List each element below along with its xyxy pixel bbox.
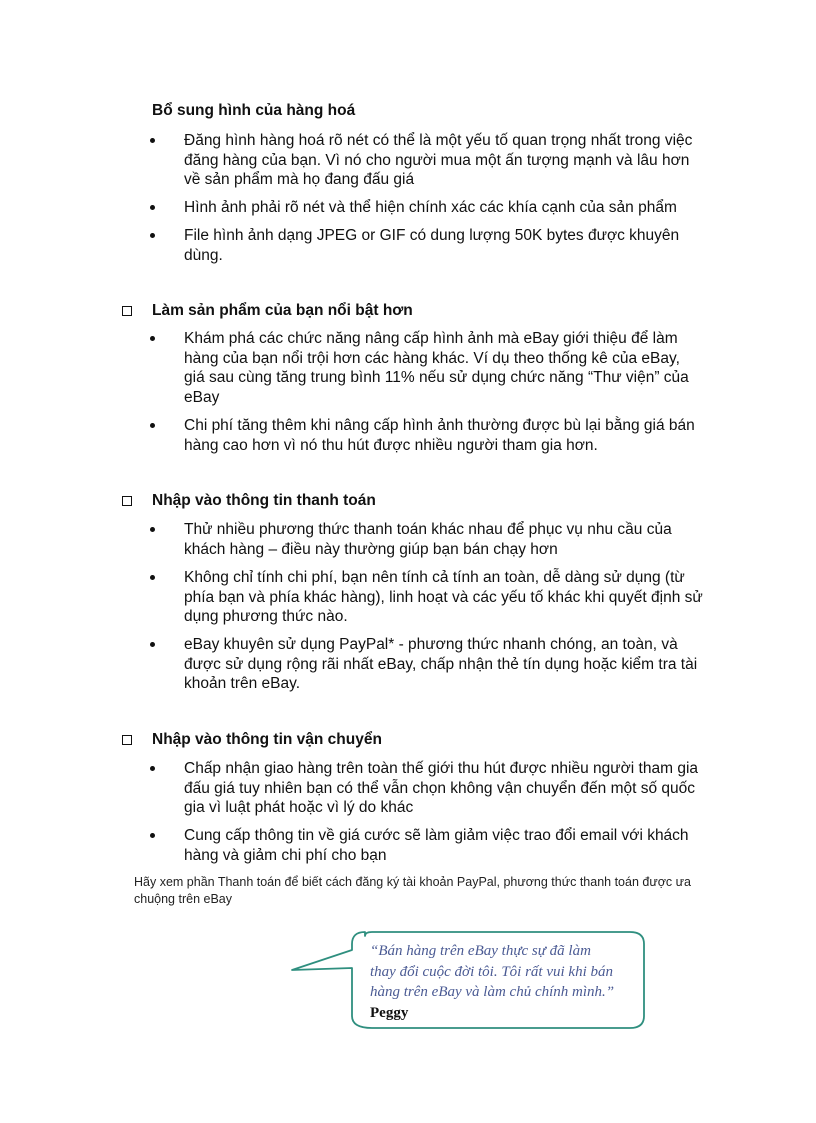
bullet-text: Cung cấp thông tin về giá cước sẽ làm giảm việc trao đổi email với khách hàng và giảm chi phí cho bạn: [184, 827, 689, 864]
checkbox-icon: [122, 306, 132, 316]
section-title: Làm sản phẩm của bạn nổi bật hơn: [152, 302, 413, 319]
footnote: Hãy xem phần Thanh toán để biết cách đăng ký tài khoản PayPal, phương thức thanh toán được ưa chuộng trên eBay: [134, 875, 691, 906]
checkbox-icon: [122, 735, 132, 745]
bullet-text: Chấp nhận giao hàng trên toàn thế giới thu hút được nhiều người tham gia đấu giá tuy nhiên bạn có thể vẫn chọn không vận chuyển đến một số quốc gia vì luật phát hoặc vì lý do khác: [184, 760, 699, 816]
section-title: Bổ sung hình của hàng hoá: [152, 102, 356, 119]
checkbox-icon: [122, 496, 132, 506]
bullet-text: Thử nhiều phương thức thanh toán khác nhau để phục vụ nhu cầu của khách hàng – điều này thường giúp bạn bán chạy hơn: [184, 521, 672, 558]
section-title: Nhập vào thông tin thanh toán: [152, 492, 376, 509]
bullet-text: eBay khuyên sử dụng PayPal* - phương thức nhanh chóng, an toàn, và được sử dụng rộng rãi nhất eBay, chấp nhận thẻ tín dụng hoặc kiểm tra tài khoản trên eBay.: [184, 636, 698, 692]
bullet-icon: [150, 833, 155, 838]
bullet-text: Không chỉ tính chi phí, bạn nên tính cả tính an toàn, dễ dàng sử dụng (từ phía bạn và phía khác hàng), linh hoạt và các yếu tố khác khi quyết định sử dụng phương thức nào.: [184, 569, 703, 625]
bullet-icon: [150, 423, 155, 428]
bullet-icon: [150, 336, 155, 341]
testimonial-callout: [290, 928, 650, 1032]
bullet-text: Chi phí tăng thêm khi nâng cấp hình ảnh thường được bù lại bằng giá bán hàng cao hơn vì nó thu hút được nhiều người tham gia hơn.: [184, 417, 695, 454]
bullet-icon: [150, 575, 155, 580]
bullet-icon: [150, 138, 155, 143]
bullet-icon: [150, 642, 155, 647]
bullet-text: Hình ảnh phải rõ nét và thể hiện chính xác các khía cạnh của sản phẩm: [184, 199, 677, 216]
bullet-icon: [150, 205, 155, 210]
bullet-icon: [150, 527, 155, 532]
quote-author: Peggy: [370, 1004, 409, 1021]
bullet-text: Khám phá các chức năng nâng cấp hình ảnh mà eBay giới thiệu để làm hàng của bạn nổi trội hơn các hàng khác. Ví dụ theo thống kê của eBay, giá sau cùng tăng trung bình 11% nếu sử dụng chức năng “Thư viện” của eBay: [184, 330, 689, 406]
section-title: Nhập vào thông tin vận chuyển: [152, 731, 382, 748]
bullet-icon: [150, 766, 155, 771]
bullet-icon: [150, 233, 155, 238]
testimonial-quote: [370, 941, 620, 1023]
bullet-text: File hình ảnh dạng JPEG or GIF có dung lượng 50K bytes được khuyên dùng.: [184, 227, 680, 264]
quote-text: “Bán hàng trên eBay thực sự đã làm thay đổi cuộc đời tôi. Tôi rất vui khi bán hàng trên eBay và làm chủ chính mình.”: [370, 943, 615, 1000]
bullet-text: Đăng hình hàng hoá rõ nét có thể là một yếu tố quan trọng nhất trong việc đăng hàng của bạn. Vì nó cho người mua một ấn tượng mạnh và lâu hơn về sản phẩm mà họ đang đấu giá: [184, 132, 693, 188]
